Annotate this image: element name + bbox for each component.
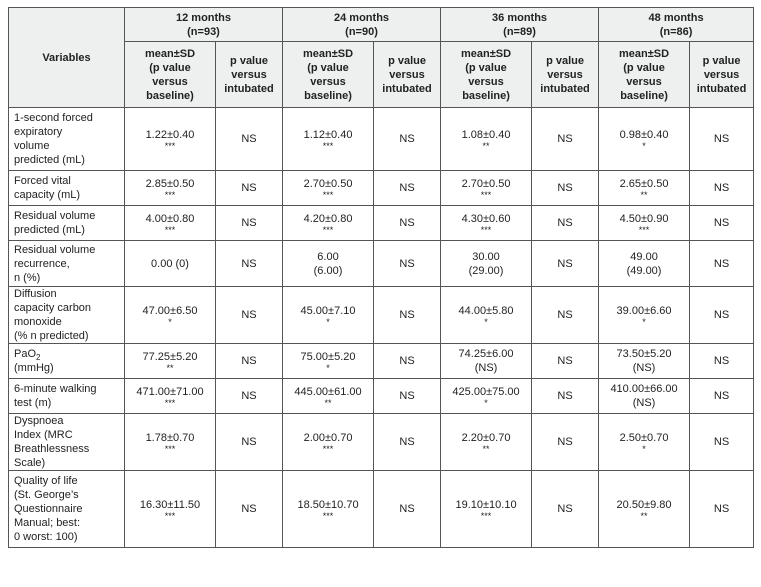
mean-sd-cell <box>441 206 532 241</box>
variable-label-line: Residual volume <box>14 243 96 256</box>
mean-sd-value: 2.00±0.70 <box>303 432 353 444</box>
p-value-cell: NS <box>216 379 283 414</box>
variable-label <box>9 206 125 241</box>
mean-sd-value: 16.30±11.50 <box>139 499 201 511</box>
variable-label-line: Forced vital <box>14 175 71 187</box>
p-value-cell: NS <box>690 379 754 414</box>
p-value-cell: NS <box>690 287 754 344</box>
variable-label <box>9 344 125 379</box>
mean-sd-value: 2.20±0.70 <box>461 432 511 444</box>
results-table <box>8 7 754 548</box>
period-label: 12 months <box>176 11 232 24</box>
p-value-header-line: versus <box>231 68 267 81</box>
mean-sd-value: 45.00±7.10 <box>300 305 356 317</box>
variable-label-line: Questionnaire <box>14 503 83 515</box>
variable-label-line: Dyspnoea <box>14 415 64 427</box>
period-n: (n=86) <box>659 25 693 38</box>
period-n: (n=93) <box>187 25 220 38</box>
mean-sd-cell <box>125 379 216 414</box>
p-value-cell: NS <box>532 171 599 206</box>
p-value-cell: NS <box>216 171 283 206</box>
variable-label-line: capacity carbon <box>14 302 92 314</box>
table-row <box>9 171 754 206</box>
table-row <box>9 471 754 548</box>
p-value-header-line: intubated <box>382 82 432 95</box>
significance-stars: *** <box>164 225 176 235</box>
mean-sd-cell <box>599 414 690 471</box>
p-value-header-line: intubated <box>224 82 274 95</box>
mean-sd-cell <box>441 379 532 414</box>
mean-sd-value: 20.50±9.80 <box>616 499 672 511</box>
variable-label-line: volume <box>14 140 50 152</box>
significance-stars: *** <box>164 444 176 454</box>
p-value-cell: NS <box>216 344 283 379</box>
mean-sd-cell <box>125 287 216 344</box>
mean-sd-value: 19.10±10.10 <box>455 499 517 511</box>
p-value-cell: NS <box>690 108 754 171</box>
period-header <box>125 8 283 42</box>
variable-label-line: test (m) <box>14 397 52 409</box>
mean-sd-header <box>283 42 374 108</box>
variable-label <box>9 379 125 414</box>
mean-sd-value: 2.70±0.50 <box>303 178 353 190</box>
variable-label <box>9 471 125 548</box>
mean-sd-value: 74.25±6.00 <box>458 348 514 360</box>
significance-stars: *** <box>322 444 334 454</box>
mean-sd-cell <box>283 379 374 414</box>
significance-stars: * <box>642 141 646 151</box>
variable-label-line: 6-minute walking <box>14 383 97 395</box>
significance-note: (49.00) <box>626 264 662 277</box>
table-header <box>9 8 754 108</box>
variable-label-line: Index (MRC <box>14 429 73 441</box>
variable-label-line: (% n predicted) <box>14 330 89 342</box>
variable-label-line: 0 worst: 100) <box>14 531 78 543</box>
period-label: 24 months <box>334 11 390 24</box>
p-value-cell: NS <box>374 379 441 414</box>
mean-sd-header-line: baseline) <box>620 89 668 102</box>
mean-sd-header-line: versus <box>152 75 188 88</box>
p-value-cell: NS <box>532 379 599 414</box>
p-value-cell: NS <box>374 171 441 206</box>
mean-sd-header <box>125 42 216 108</box>
p-value-cell: NS <box>532 206 599 241</box>
variable-label-line: recurrence, <box>14 257 70 270</box>
mean-sd-cell <box>283 344 374 379</box>
mean-sd-cell <box>125 241 216 287</box>
p-value-cell: NS <box>690 414 754 471</box>
mean-sd-value: 6.00 <box>317 250 339 263</box>
mean-sd-cell <box>599 287 690 344</box>
mean-sd-header <box>599 42 690 108</box>
significance-note: (6.00) <box>313 264 343 277</box>
significance-stars: *** <box>638 225 650 235</box>
variable-label-line: predicted (mL) <box>14 154 85 166</box>
significance-stars: *** <box>480 511 492 521</box>
period-label: 48 months <box>648 11 704 24</box>
p-value-cell: NS <box>532 344 599 379</box>
period-label: 36 months <box>492 11 548 24</box>
p-value-cell: NS <box>532 414 599 471</box>
mean-sd-cell <box>599 379 690 414</box>
mean-sd-value: 471.00±71.00 <box>136 386 204 398</box>
significance-stars: ** <box>482 141 490 151</box>
mean-sd-value: 75.00±5.20 <box>300 351 356 363</box>
p-value-header-line: p value <box>230 54 268 67</box>
mean-sd-value: 47.00±6.50 <box>142 305 198 317</box>
p-value-cell: NS <box>690 171 754 206</box>
significance-stars: *** <box>322 225 334 235</box>
mean-sd-value: 4.30±0.60 <box>461 213 511 225</box>
p-value-header <box>690 42 754 108</box>
significance-stars: ** <box>324 398 332 408</box>
period-header <box>283 8 441 42</box>
table-row <box>9 206 754 241</box>
mean-sd-header-line: mean±SD <box>302 47 354 60</box>
variable-label <box>9 241 125 287</box>
variable-label-line: capacity (mL) <box>14 189 81 201</box>
p-value-header-line: intubated <box>540 82 590 95</box>
significance-stars: *** <box>322 141 334 151</box>
variable-label <box>9 108 125 171</box>
mean-sd-value: 30.00 <box>472 250 500 263</box>
mean-sd-cell <box>125 414 216 471</box>
variable-label-line: monoxide <box>14 316 62 328</box>
significance-stars: * <box>642 444 646 454</box>
mean-sd-value: 1.08±0.40 <box>461 129 511 141</box>
significance-stars: *** <box>322 511 334 521</box>
variables-header: Variables <box>9 8 125 108</box>
p-value-cell: NS <box>374 471 441 548</box>
mean-sd-value: 77.25±5.20 <box>142 351 198 363</box>
significance-stars: ** <box>166 363 174 373</box>
mean-sd-value: 1.12±0.40 <box>303 129 353 141</box>
variable-label-line: n (%) <box>14 271 41 284</box>
mean-sd-value: 2.85±0.50 <box>145 178 195 190</box>
mean-sd-cell <box>283 287 374 344</box>
mean-sd-header-line: mean±SD <box>619 47 670 60</box>
variable-label-line: Quality of life <box>14 475 78 487</box>
significance-note: (29.00) <box>468 264 504 277</box>
p-value-cell: NS <box>216 414 283 471</box>
p-value-cell: NS <box>374 108 441 171</box>
significance-stars: * <box>326 317 330 327</box>
mean-sd-value: 0.98±0.40 <box>619 129 669 141</box>
p-value-cell: NS <box>532 108 599 171</box>
significance-note: (NS) <box>632 397 656 409</box>
mean-sd-cell <box>441 344 532 379</box>
period-n: (n=89) <box>503 25 536 38</box>
mean-sd-value: 445.00±61.00 <box>294 386 362 398</box>
mean-sd-value: 2.70±0.50 <box>461 178 511 190</box>
table-row <box>9 108 754 171</box>
mean-sd-value: 410.00±66.00 <box>610 383 678 395</box>
mean-sd-value: 44.00±5.80 <box>458 305 514 317</box>
p-value-cell: NS <box>216 471 283 548</box>
p-value-header <box>374 42 441 108</box>
table-row <box>9 241 754 287</box>
mean-sd-cell <box>599 206 690 241</box>
mean-sd-cell <box>283 414 374 471</box>
significance-stars: *** <box>322 190 334 200</box>
period-n: (n=90) <box>345 25 378 38</box>
significance-note: (NS) <box>474 362 498 374</box>
p-value-header-line: versus <box>547 68 583 81</box>
mean-sd-cell <box>125 344 216 379</box>
subscript: 2 <box>36 353 41 363</box>
mean-sd-header <box>441 42 532 108</box>
variable-label-line: Diffusion <box>14 288 57 300</box>
mean-sd-header-line: mean±SD <box>144 47 196 60</box>
mean-sd-value: 1.22±0.40 <box>145 129 195 141</box>
mean-sd-value: 1.78±0.70 <box>145 432 195 444</box>
p-value-header-line: p value <box>702 54 741 67</box>
table-row <box>9 344 754 379</box>
mean-sd-cell <box>441 108 532 171</box>
table-row <box>9 379 754 414</box>
mean-sd-cell <box>599 471 690 548</box>
p-value-cell: NS <box>532 287 599 344</box>
mean-sd-value: 39.00±6.60 <box>616 305 672 317</box>
p-value-cell: NS <box>690 471 754 548</box>
significance-stars: *** <box>480 190 492 200</box>
significance-note: (NS) <box>632 362 656 374</box>
table-row <box>9 414 754 471</box>
p-value-cell: NS <box>690 206 754 241</box>
p-value-cell: NS <box>216 241 283 287</box>
p-value-cell: NS <box>374 414 441 471</box>
p-value-cell: NS <box>532 471 599 548</box>
mean-sd-cell <box>441 241 532 287</box>
variable-label-line: Residual volume <box>14 210 96 222</box>
variable-label <box>9 414 125 471</box>
p-value-cell: NS <box>216 206 283 241</box>
p-value-cell: NS <box>690 344 754 379</box>
significance-stars: *** <box>164 398 176 408</box>
mean-sd-cell <box>441 414 532 471</box>
p-value-cell: NS <box>532 241 599 287</box>
significance-stars: * <box>168 317 172 327</box>
mean-sd-cell <box>125 108 216 171</box>
p-value-cell: NS <box>690 241 754 287</box>
p-value-cell: NS <box>374 287 441 344</box>
mean-sd-cell <box>441 287 532 344</box>
mean-sd-cell <box>283 471 374 548</box>
mean-sd-cell <box>283 241 374 287</box>
p-value-header <box>216 42 283 108</box>
mean-sd-cell <box>441 171 532 206</box>
mean-sd-value: 18.50±10.70 <box>297 499 359 511</box>
mean-sd-value: 0.00 (0) <box>151 257 189 270</box>
mean-sd-cell <box>283 206 374 241</box>
significance-stars: *** <box>164 190 176 200</box>
mean-sd-cell <box>599 171 690 206</box>
mean-sd-header-line: baseline) <box>304 89 352 102</box>
mean-sd-cell <box>599 241 690 287</box>
mean-sd-value: 49.00 <box>630 250 658 263</box>
mean-sd-header-line: baseline) <box>146 89 194 102</box>
p-value-header-line: versus <box>703 68 740 81</box>
p-value-header-line: intubated <box>696 82 747 95</box>
mean-sd-header-line: (p value <box>465 61 507 74</box>
mean-sd-value: 4.00±0.80 <box>145 213 195 225</box>
significance-stars: * <box>484 317 488 327</box>
mean-sd-cell <box>283 171 374 206</box>
significance-stars: ** <box>482 444 490 454</box>
mean-sd-header-line: versus <box>626 75 662 88</box>
p-value-cell: NS <box>374 241 441 287</box>
variable-label-line: 1-second forced <box>14 112 93 124</box>
variable-label-line: Manual; best: <box>14 517 81 529</box>
p-value-header <box>532 42 599 108</box>
variable-label-line: (mmHg) <box>14 362 54 374</box>
mean-sd-cell <box>599 344 690 379</box>
significance-stars: ** <box>640 190 648 200</box>
significance-stars: * <box>326 363 330 373</box>
p-value-cell: NS <box>216 287 283 344</box>
variable-label-line: PaO <box>14 348 37 360</box>
variable-label <box>9 287 125 344</box>
significance-stars: *** <box>164 511 176 521</box>
mean-sd-cell <box>125 171 216 206</box>
p-value-cell: NS <box>216 108 283 171</box>
variable-label-line: Scale) <box>14 457 46 469</box>
significance-stars: *** <box>480 225 492 235</box>
mean-sd-value: 73.50±5.20 <box>616 348 672 360</box>
mean-sd-cell <box>283 108 374 171</box>
p-value-header-line: p value <box>546 54 584 67</box>
p-value-cell: NS <box>374 206 441 241</box>
significance-stars: * <box>484 398 488 408</box>
mean-sd-cell <box>125 206 216 241</box>
variable-label <box>9 171 125 206</box>
period-header <box>441 8 599 42</box>
mean-sd-header-line: (p value <box>623 61 665 74</box>
mean-sd-header-line: (p value <box>149 61 191 74</box>
mean-sd-header-line: (p value <box>307 61 349 74</box>
mean-sd-value: 2.65±0.50 <box>619 178 669 190</box>
variable-label-line: Breathlessness <box>14 443 90 455</box>
p-value-header-line: versus <box>389 68 425 81</box>
mean-sd-cell <box>125 471 216 548</box>
table-body <box>9 108 754 548</box>
significance-stars: ** <box>640 511 648 521</box>
mean-sd-cell <box>441 471 532 548</box>
p-value-cell: NS <box>374 344 441 379</box>
variable-label-line: (St. George’s <box>14 489 79 501</box>
mean-sd-value: 4.20±0.80 <box>303 213 353 225</box>
significance-stars: * <box>642 317 646 327</box>
mean-sd-header-line: mean±SD <box>461 47 512 60</box>
variable-label-line: expiratory <box>14 126 63 138</box>
mean-sd-header-line: versus <box>468 75 504 88</box>
mean-sd-value: 425.00±75.00 <box>452 386 520 398</box>
variable-label-line: predicted (mL) <box>14 224 85 236</box>
p-value-header-line: p value <box>388 54 426 67</box>
mean-sd-header-line: versus <box>310 75 346 88</box>
significance-stars: *** <box>164 141 176 151</box>
mean-sd-value: 4.50±0.90 <box>619 213 669 225</box>
table-row <box>9 287 754 344</box>
period-header <box>599 8 754 42</box>
mean-sd-value: 2.50±0.70 <box>619 432 669 444</box>
mean-sd-cell <box>599 108 690 171</box>
mean-sd-header-line: baseline) <box>462 89 510 102</box>
